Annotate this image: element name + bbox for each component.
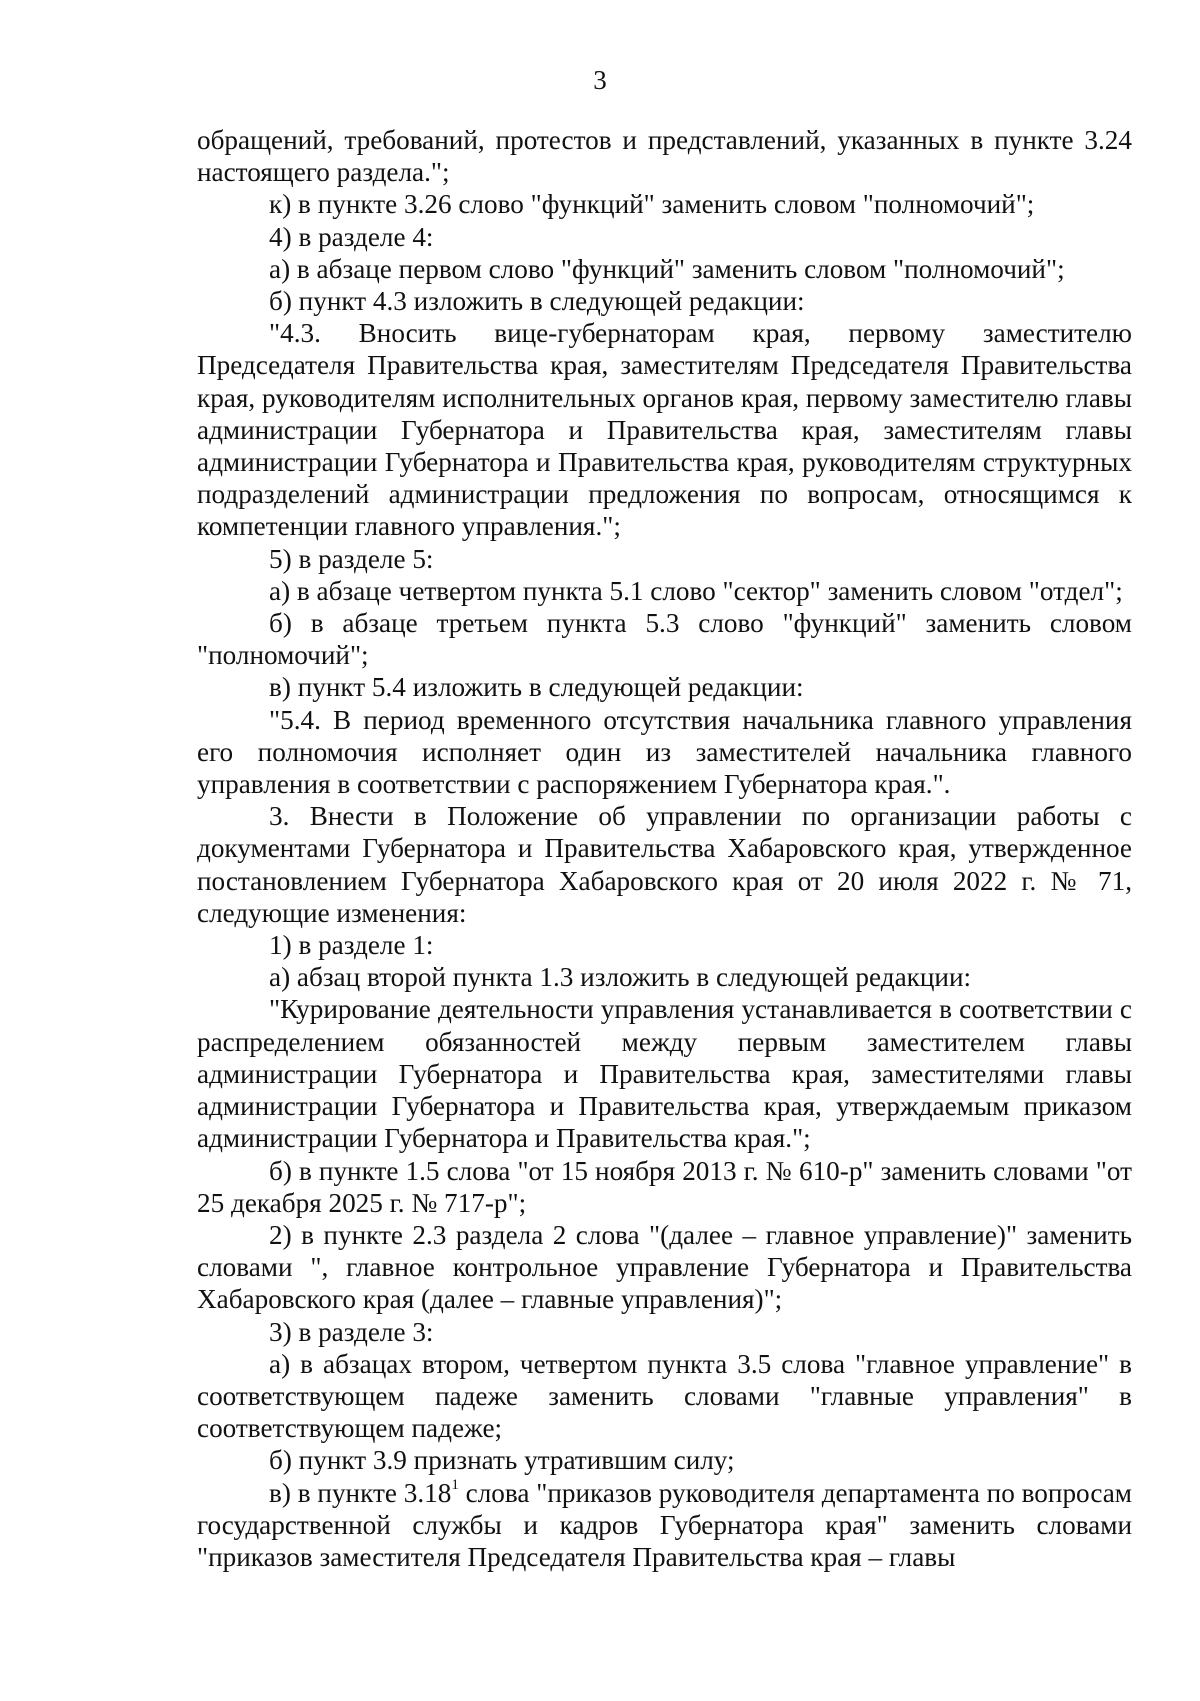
paragraph-last (197, 1477, 1132, 1574)
paragraph: а) в абзаце первом слово "функций" заменить словом "полномочий"; (269, 253, 1065, 284)
paragraph: а) абзац второй пункта 1.3 изложить в следующей редакции: (269, 962, 972, 993)
paragraph: обращений, требований, протестов и представлений, указанных в пункте 3.24 настоящего раздела."; (197, 125, 1132, 188)
paragraph: б) в пункте 1.5 слова "от 15 ноября 2013 г. № 610-р" заменить словами "от 25 декабря 2025 г. № 717-р"; (197, 1155, 1132, 1218)
paragraph: 3. Внести в Положение об управлении по организации работы с документами Губернатора и Правительства Хабаровского края, утвержденное постановлением Губернатора Хабаровского края от 20 июля 2022 г. № 71, следующие изменения: (197, 801, 1132, 928)
footnote-superscript: 1 (451, 1477, 459, 1494)
paragraph: б) пункт 4.3 изложить в следующей редакции: (269, 286, 805, 317)
page-number: 3 (593, 65, 607, 95)
paragraph: 1) в разделе 1: (269, 930, 434, 961)
paragraph: б) пункт 3.9 признать утратившим силу; (269, 1445, 735, 1476)
paragraph-list (197, 124, 1132, 1477)
paragraph: к) в пункте 3.26 слово "функций" заменить словом "полномочий"; (269, 189, 1035, 220)
paragraph: "Курирование деятельности управления устанавливается в соответствии с распределением обязанностей между первым заместителем главы администрации Губернатора и Правительства края, заместителями главы администрации Губернатора и Правительства края, утверждаемым приказом администрации Губернатора и Правительства края."; (197, 994, 1132, 1154)
paragraph: а) в абзаце четвертом пункта 5.1 слово "сектор" заменить словом "отдел"; (269, 575, 1123, 606)
paragraph: "5.4. В период временного отсутствия начальника главного управления его полномочия исполняет один из заместителей начальника главного управления в соответствии с распоряжением Губернатора края.". (197, 704, 1132, 800)
paragraph: 5) в разделе 5: (269, 543, 434, 574)
paragraph: 2) в пункте 2.3 раздела 2 слова "(далее – главное управление)" заменить словами ", главное контрольное управление Губернатора и Правительства Хабаровского края (далее – главные управления)"; (197, 1219, 1132, 1315)
paragraph-last-continuation: слова "приказов руководителя департамента по вопросам государственной службы и кадров Губернатора края" заменить словами "приказов заместителя Председателя Правительства края – главы (197, 1477, 1132, 1572)
paragraph: 4) в разделе 4: (269, 221, 434, 252)
document-body (197, 124, 1132, 1573)
paragraph: б) в абзаце третьем пункта 5.3 слово "функций" заменить словом "полномочий"; (197, 608, 1132, 671)
paragraph-last-text: в) в пункте 3.18 (269, 1477, 452, 1508)
paragraph: а) в абзацах втором, четвертом пункта 3.5 слова "главное управление" в соответствующем падеже заменить словами "главные управления" в соответствующем падеже; (197, 1348, 1132, 1444)
paragraph: "4.3. Вносить вице-губернаторам края, первому заместителю Председателя Правительства края, заместителям Председателя Правительства края, руководителям исполнительных органов края, первому заместителю главы администрации Губернатора и Правительства края, заместителям главы администрации Губернатора и Правительства края, руководителям структурных подразделений администрации предложения по вопросам, относящимся к компетенции главного управления."; (197, 318, 1132, 542)
paragraph: в) пункт 5.4 изложить в следующей редакции: (269, 672, 804, 703)
paragraph: 3) в разделе 3: (269, 1316, 434, 1347)
